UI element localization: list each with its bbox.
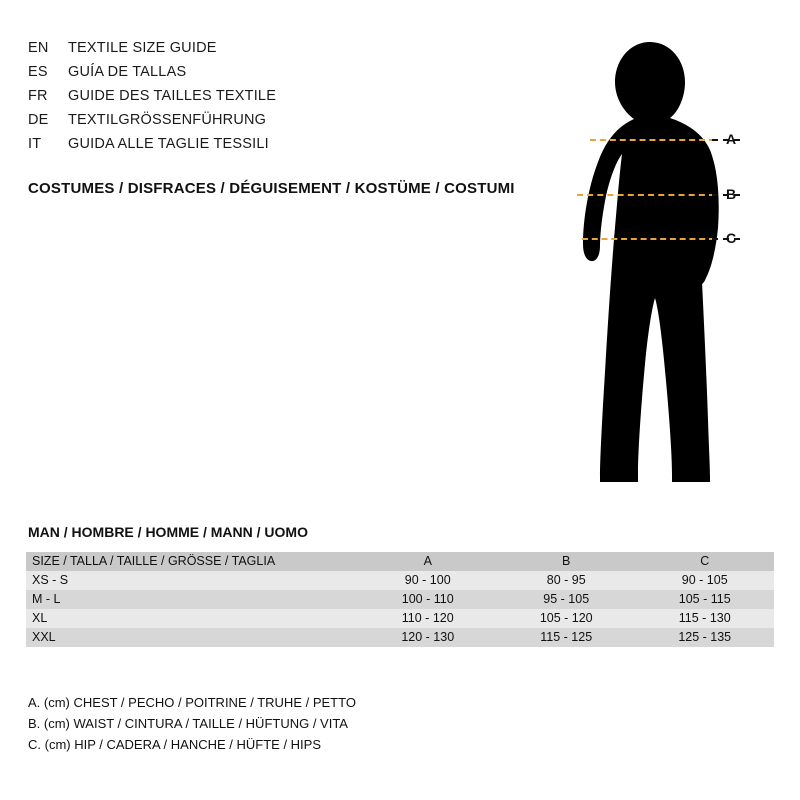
language-row [28, 88, 498, 112]
language-row [28, 112, 498, 136]
language-code: IT [28, 136, 42, 152]
note-b: B. (cm) WAIST / CINTURA / TAILLE / HÜFTUNG / VITA [28, 716, 348, 731]
language-row [28, 136, 498, 160]
column-header-size: SIZE / TALLA / TAILLE / GRÖSSE / TAGLIA [26, 552, 359, 571]
table-group-title: MAN / HOMBRE / HOMME / MANN / UOMO [28, 524, 308, 540]
cell-b: 80 - 95 [497, 571, 635, 590]
cell-a: 90 - 100 [359, 571, 497, 590]
cell-size: XXL [26, 628, 359, 647]
language-text: TEXTILGRÖSSENFÜHRUNG [68, 112, 267, 128]
table-row [26, 571, 774, 590]
cell-b: 105 - 120 [497, 609, 635, 628]
table-row [26, 590, 774, 609]
language-text: GUIDA ALLE TAGLIE TESSILI [68, 136, 269, 152]
table-row [26, 609, 774, 628]
column-header-a: A [359, 552, 497, 571]
language-text: GUÍA DE TALLAS [68, 64, 187, 80]
cell-a: 120 - 130 [359, 628, 497, 647]
language-text: TEXTILE SIZE GUIDE [68, 40, 217, 56]
size-table [26, 552, 774, 647]
measure-line-c [582, 238, 715, 240]
cell-size: XL [26, 609, 359, 628]
category-line: COSTUMES / DISFRACES / DÉGUISEMENT / KOSTÜME / COSTUMI [28, 180, 515, 197]
measure-label-b: B [726, 186, 737, 202]
language-code: EN [28, 40, 49, 56]
man-silhouette-icon [520, 20, 780, 500]
cell-c: 115 - 130 [635, 609, 774, 628]
language-row [28, 40, 498, 64]
table-header-row [26, 552, 774, 571]
cell-c: 90 - 105 [635, 571, 774, 590]
table-row [26, 628, 774, 647]
cell-size: M - L [26, 590, 359, 609]
size-table-body [26, 571, 774, 647]
language-list [28, 40, 498, 160]
language-row [28, 64, 498, 88]
column-header-c: C [635, 552, 774, 571]
measure-label-c: C [726, 230, 737, 246]
note-c: C. (cm) HIP / CADERA / HANCHE / HÜFTE / HIPS [28, 737, 322, 752]
column-header-b: B [497, 552, 635, 571]
measurement-notes [28, 692, 356, 755]
cell-b: 115 - 125 [497, 628, 635, 647]
size-table-head [26, 552, 774, 571]
measure-line-a [590, 139, 715, 141]
cell-size: XS - S [26, 571, 359, 590]
language-code: DE [28, 112, 49, 128]
measure-label-a: A [726, 131, 737, 147]
language-code: FR [28, 88, 48, 104]
measure-line-b [577, 194, 715, 196]
cell-c: 125 - 135 [635, 628, 774, 647]
language-code: ES [28, 64, 48, 80]
figure-area [520, 20, 780, 500]
note-a: A. (cm) CHEST / PECHO / POITRINE / TRUHE / PETTO [28, 695, 356, 710]
cell-a: 100 - 110 [359, 590, 497, 609]
cell-c: 105 - 115 [635, 590, 774, 609]
language-text: GUIDE DES TAILLES TEXTILE [68, 88, 277, 104]
cell-a: 110 - 120 [359, 609, 497, 628]
cell-b: 95 - 105 [497, 590, 635, 609]
